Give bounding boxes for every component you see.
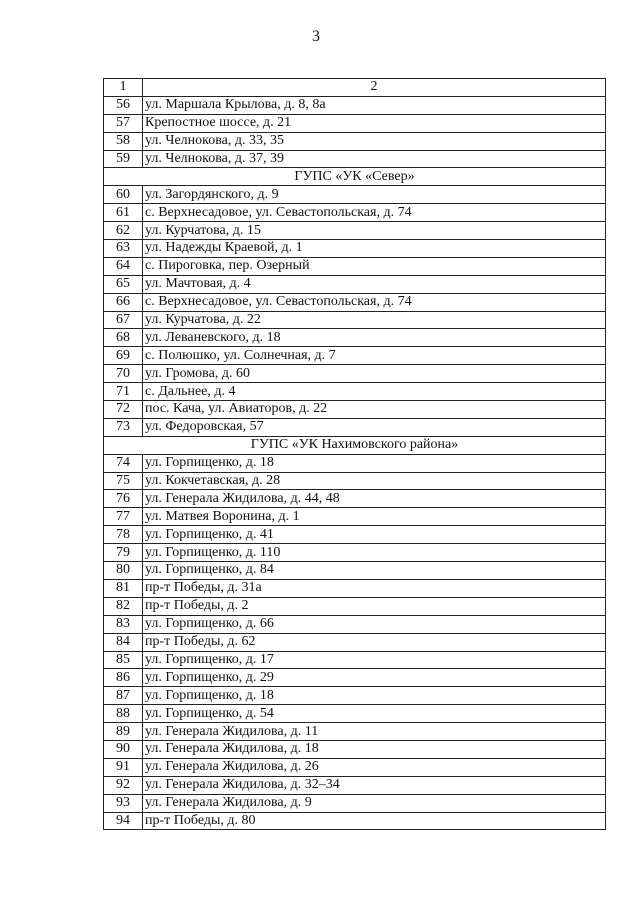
row-number: 57: [104, 114, 143, 132]
row-address: ул. Матвея Воронина, д. 1: [143, 508, 606, 526]
table-row: [104, 132, 606, 150]
row-address: ул. Горпищенко, д. 54: [143, 705, 606, 723]
table-row: [104, 186, 606, 204]
table-row: [104, 114, 606, 132]
table-row: [104, 615, 606, 633]
row-address: ул. Генерала Жидилова, д. 32–34: [143, 776, 606, 794]
row-number: 61: [104, 204, 143, 222]
table-row: [104, 651, 606, 669]
table-row: [104, 96, 606, 114]
row-number: 66: [104, 293, 143, 311]
table-row: [104, 347, 606, 365]
page-number: 3: [312, 28, 320, 45]
row-number: 58: [104, 132, 143, 150]
row-address: ул. Горпищенко, д. 17: [143, 651, 606, 669]
row-number: 85: [104, 651, 143, 669]
row-address: ул. Горпищенко, д. 18: [143, 454, 606, 472]
row-address: ул. Генерала Жидилова, д. 11: [143, 723, 606, 741]
row-address: ул. Курчатова, д. 15: [143, 222, 606, 240]
row-number: 92: [104, 776, 143, 794]
row-address: ул. Курчатова, д. 22: [143, 311, 606, 329]
row-address: ул. Федоровская, 57: [143, 418, 606, 436]
address-table-body: [104, 79, 606, 830]
row-number: 93: [104, 794, 143, 812]
row-address: ул. Горпищенко, д. 18: [143, 687, 606, 705]
table-row: [104, 687, 606, 705]
row-number: 90: [104, 740, 143, 758]
row-number: 80: [104, 562, 143, 580]
row-address: ул. Генерала Жидилова, д. 18: [143, 740, 606, 758]
table-row: [104, 240, 606, 258]
row-number: 82: [104, 597, 143, 615]
row-address: ул. Генерала Жидилова, д. 26: [143, 758, 606, 776]
header-col-number: 1: [104, 79, 143, 97]
row-address: ул. Маршала Крылова, д. 8, 8а: [143, 96, 606, 114]
table-row: [104, 633, 606, 651]
row-address: пос. Кача, ул. Авиаторов, д. 22: [143, 401, 606, 419]
row-number: 79: [104, 544, 143, 562]
row-number: 83: [104, 615, 143, 633]
table-row: [104, 705, 606, 723]
section-title: ГУПС «УК Нахимовского района»: [104, 436, 606, 454]
table-row: [104, 812, 606, 830]
row-number: 75: [104, 472, 143, 490]
row-address: ул. Горпищенко, д. 66: [143, 615, 606, 633]
row-number: 59: [104, 150, 143, 168]
row-address: с. Дальнее, д. 4: [143, 383, 606, 401]
table-row: [104, 257, 606, 275]
row-number: 76: [104, 490, 143, 508]
table-row: [104, 776, 606, 794]
table-row: [104, 222, 606, 240]
address-table: [103, 78, 606, 830]
table-row: [104, 365, 606, 383]
row-number: 77: [104, 508, 143, 526]
row-address: Крепостное шоссе, д. 21: [143, 114, 606, 132]
row-address: с. Верхнесадовое, ул. Севастопольская, д. 74: [143, 204, 606, 222]
row-number: 63: [104, 240, 143, 258]
table-row: [104, 579, 606, 597]
table-row: [104, 508, 606, 526]
section-header-row: [104, 436, 606, 454]
row-address: ул. Леваневского, д. 18: [143, 329, 606, 347]
table-row: [104, 311, 606, 329]
row-number: 71: [104, 383, 143, 401]
row-number: 89: [104, 723, 143, 741]
row-number: 60: [104, 186, 143, 204]
row-number: 81: [104, 579, 143, 597]
table-row: [104, 490, 606, 508]
table-row: [104, 329, 606, 347]
table-row: [104, 544, 606, 562]
table-row: [104, 383, 606, 401]
row-number: 70: [104, 365, 143, 383]
row-number: 69: [104, 347, 143, 365]
row-address: ул. Горпищенко, д. 110: [143, 544, 606, 562]
row-address: ул. Челнокова, д. 33, 35: [143, 132, 606, 150]
row-number: 64: [104, 257, 143, 275]
table-row: [104, 597, 606, 615]
table-row: [104, 669, 606, 687]
table-header-row: [104, 79, 606, 97]
row-address: ул. Громова, д. 60: [143, 365, 606, 383]
row-address: ул. Горпищенко, д. 29: [143, 669, 606, 687]
row-number: 67: [104, 311, 143, 329]
section-title: ГУПС «УК «Север»: [104, 168, 606, 186]
table-row: [104, 526, 606, 544]
table-row: [104, 401, 606, 419]
row-number: 74: [104, 454, 143, 472]
table-row: [104, 275, 606, 293]
header-col-address: 2: [143, 79, 606, 97]
table-row: [104, 204, 606, 222]
row-address: с. Полюшко, ул. Солнечная, д. 7: [143, 347, 606, 365]
section-header-row: [104, 168, 606, 186]
row-address: пр-т Победы, д. 31а: [143, 579, 606, 597]
table-row: [104, 472, 606, 490]
row-number: 73: [104, 418, 143, 436]
row-address: ул. Загордянского, д. 9: [143, 186, 606, 204]
row-number: 65: [104, 275, 143, 293]
row-number: 88: [104, 705, 143, 723]
row-number: 72: [104, 401, 143, 419]
row-address: пр-т Победы, д. 2: [143, 597, 606, 615]
row-address: ул. Горпищенко, д. 41: [143, 526, 606, 544]
row-address: пр-т Победы, д. 62: [143, 633, 606, 651]
table-row: [104, 293, 606, 311]
row-address: ул. Челнокова, д. 37, 39: [143, 150, 606, 168]
row-number: 86: [104, 669, 143, 687]
row-address: ул. Кокчетавская, д. 28: [143, 472, 606, 490]
table-row: [104, 418, 606, 436]
row-address: ул. Мачтовая, д. 4: [143, 275, 606, 293]
row-number: 91: [104, 758, 143, 776]
row-number: 87: [104, 687, 143, 705]
row-number: 84: [104, 633, 143, 651]
table-row: [104, 454, 606, 472]
table-row: [104, 758, 606, 776]
row-address: ул. Генерала Жидилова, д. 44, 48: [143, 490, 606, 508]
row-address: ул. Горпищенко, д. 84: [143, 562, 606, 580]
table-row: [104, 794, 606, 812]
table-row: [104, 723, 606, 741]
row-address: с. Верхнесадовое, ул. Севастопольская, д. 74: [143, 293, 606, 311]
row-number: 62: [104, 222, 143, 240]
row-address: ул. Генерала Жидилова, д. 9: [143, 794, 606, 812]
row-number: 68: [104, 329, 143, 347]
row-address: ул. Надежды Краевой, д. 1: [143, 240, 606, 258]
table-row: [104, 150, 606, 168]
table-row: [104, 740, 606, 758]
row-address: с. Пироговка, пер. Озерный: [143, 257, 606, 275]
row-number: 78: [104, 526, 143, 544]
row-address: пр-т Победы, д. 80: [143, 812, 606, 830]
table-row: [104, 562, 606, 580]
row-number: 94: [104, 812, 143, 830]
row-number: 56: [104, 96, 143, 114]
